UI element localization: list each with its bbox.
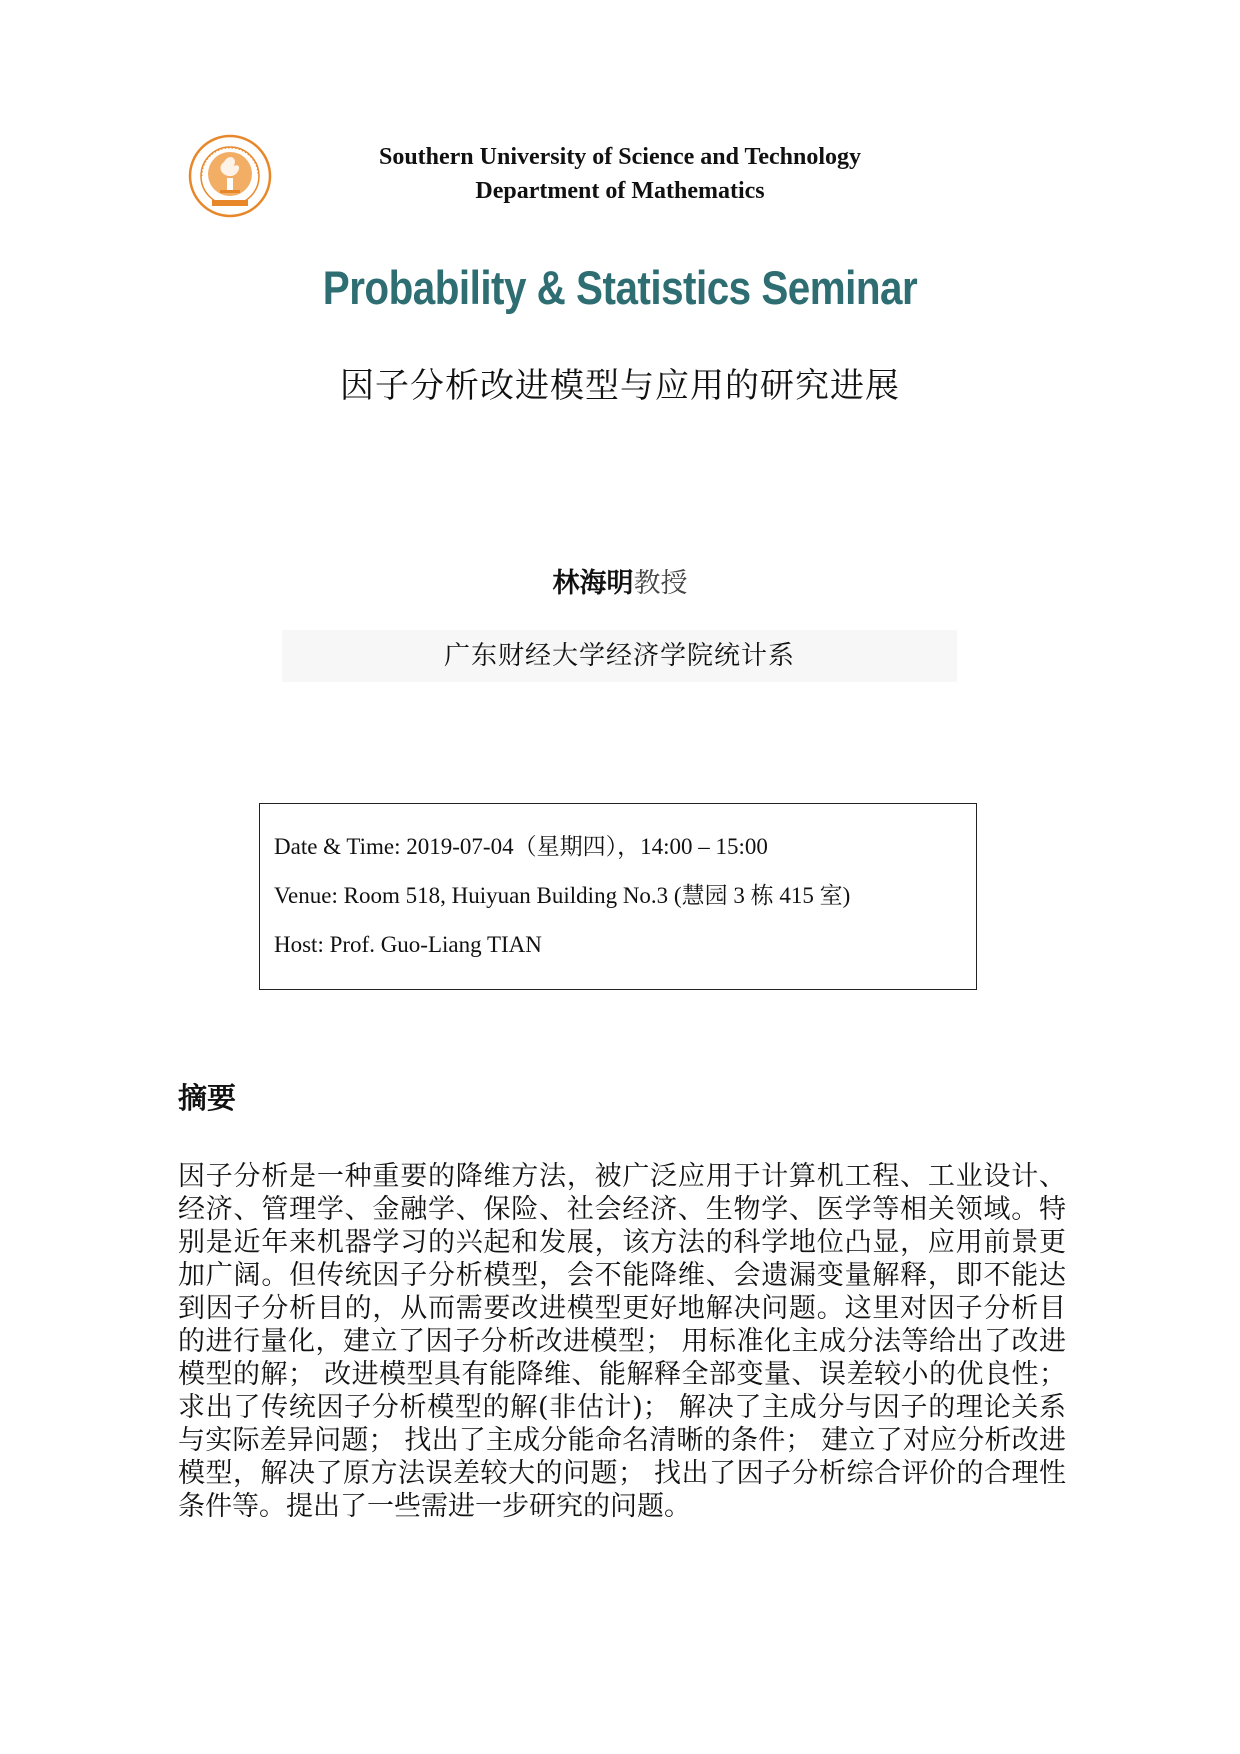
event-datetime: Date & Time: 2019-07-04（星期四），14:00 – 15:00 (274, 834, 768, 859)
university-name: Southern University of Science and Technology (378, 144, 862, 170)
speaker-name: 林海明 (552, 568, 634, 599)
abstract-heading: 摘要 (178, 1081, 237, 1115)
abstract-body: 因子分析是一种重要的降维方法，被广泛应用于计算机工程、工业设计、经济、管理学、金融学、保险、社会经济、生物学、医学等相关领域。特别是近年来机器学习的兴起和发展，该方法的科学地位凸显，应用前景更加广阔。但传统因子分析模型，会不能降维、会遗漏变量解释，即不能达到因子分析目的，从而需要改进模型更好地解决问题。这里对因子分析目的进行量化，建立了因子分析改进模型； 用标准化主成分法等给出了改进模型的解； 改进模型具有能降维、能解释全部变量、误差较小的优良性； 求出了传统因子分析模型的解(非估计)； 解决了主成分与因子的理论关系与实际差异问题； 找出了主成分能命名清晰的条件； 建立了对应分析改进模型，解决了原方法误差较大的问题； 找出了因子分析综合评价的合理性条件等。提出了一些需进一步研究的问题。 (178, 1161, 1066, 1522)
speaker-affiliation: 广东财经大学经济学院统计系 (282, 630, 957, 682)
talk-title: 因子分析改进模型与应用的研究进展 (340, 366, 900, 406)
department-name: Department of Mathematics (475, 178, 765, 204)
institution-header (300, 140, 940, 208)
event-host: Host: Prof. Guo-Liang TIAN (274, 932, 542, 957)
speaker-line (120, 564, 1120, 604)
speaker-title: 教授 (633, 568, 688, 599)
seminar-series-title: Probability & Statistics Seminar (322, 261, 918, 314)
event-details-box (259, 803, 977, 990)
university-seal-icon (188, 134, 272, 218)
event-venue: Venue: Room 518, Huiyuan Building No.3 (慧园 3 栋 415 室) (274, 883, 851, 908)
